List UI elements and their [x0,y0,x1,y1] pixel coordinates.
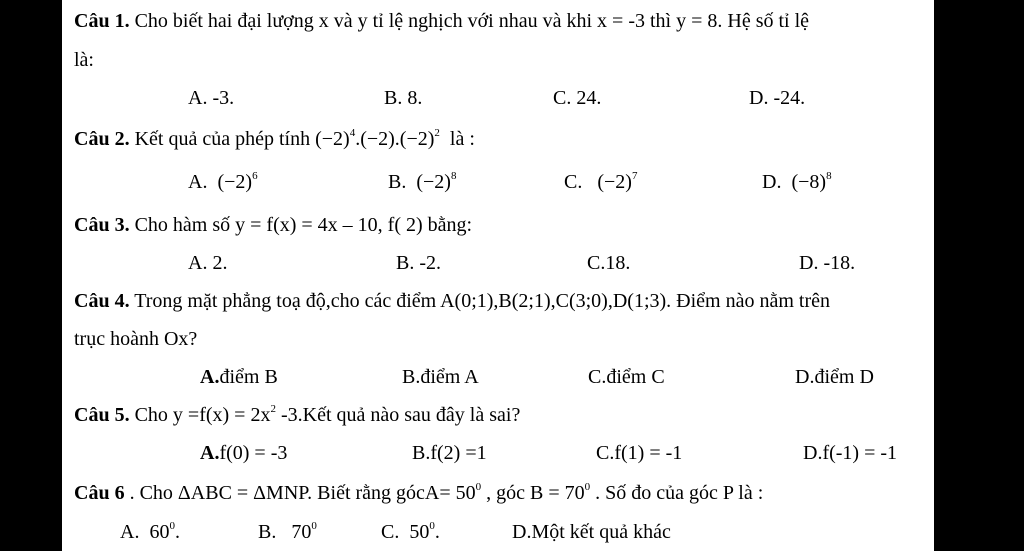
question-text: trục hoành Ox? [74,328,198,350]
question-label: Câu 3. [74,214,130,236]
q5-option-b: B.f(2) =1 [412,442,487,464]
q4-option-a: A.điểm B [200,366,278,388]
question-text: . Cho ΔABC = ΔMNP. Biết rằng gócA= $50^0$ , góc $B = 70^0$ . Số đo của góc P là : [124,481,764,504]
question-2 [74,127,475,151]
q1-option-b: B. 8. [384,87,423,109]
document-page [62,0,934,551]
q3-option-a: A. 2. [188,252,228,274]
question-text: là: [74,49,94,71]
q6-option-a: A. $60^0$. [120,520,180,543]
question-4-cont [74,327,197,351]
question-1 [74,9,809,33]
q4-option-b: B.điểm A [402,366,479,388]
q4-option-c: C.điểm C [588,366,665,388]
q1-option-c: C. 24. [553,87,602,109]
expression: $(-2)^4.(-2).(-2)^2$ [315,127,440,150]
question-label: Câu 6 [74,482,125,504]
question-label: Câu 1. [74,10,130,32]
question-text: Trong mặt phẳng toạ độ,cho các điểm A(0;1),B(2;1),C(3;0),D(1;3). Điểm nào nằm trên [134,290,830,312]
q3-option-b: B. -2. [396,252,441,274]
question-text: Cho $y =f(x) = 2x^2$ -3.Kết quả nào sau đây là sai? [134,403,521,426]
q5-option-c: C.f(1) = -1 [596,442,683,464]
q1-option-d: D. -24. [749,87,806,109]
question-text: là : [449,128,475,150]
question-6 [74,481,763,505]
question-5 [74,403,520,427]
q2-option-b: B. $(-2)^8$ [388,170,457,193]
question-4 [74,289,830,313]
q5-option-a: A.f(0) = -3 [200,442,288,464]
question-3 [74,213,472,237]
q4-option-d: D.điểm D [795,366,874,388]
q1-option-a: A. -3. [188,87,235,109]
q2-option-d: D. $(-8)^8$ [762,170,832,193]
q2-option-c: C. $(-2)^7$ [564,170,638,193]
q6-option-b: B. $70^0$ [258,520,317,543]
q3-option-c: C.18. [587,252,631,274]
question-text: Kết quả của phép tính [134,128,311,150]
question-label: Câu 4. [74,290,130,312]
q6-option-c: C. $50^0$. [381,520,440,543]
q6-option-d: D.Một kết quả khác [512,521,671,543]
question-label: Câu 2. [74,128,130,150]
q5-option-d: D.f(-1) = -1 [803,442,898,464]
question-text: Cho biết hai đại lượng x và y tỉ lệ nghịch với nhau và khi x = -3 thì y = 8. Hệ số tỉ lệ [134,10,810,32]
q3-option-d: D. -18. [799,252,856,274]
question-text: Cho hàm số y = f(x) = 4x – 10, f( 2) bằng: [134,214,473,236]
question-label: Câu 5. [74,404,130,426]
q2-option-a: A. $(-2)^6$ [188,170,258,193]
question-1-cont [74,48,94,72]
